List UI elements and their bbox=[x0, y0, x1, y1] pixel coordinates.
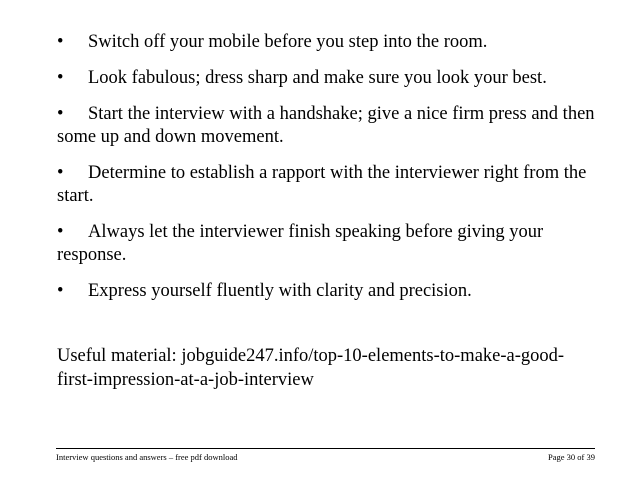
page-number: Page 30 of 39 bbox=[548, 452, 595, 462]
page-footer bbox=[56, 452, 595, 462]
tip-text: Determine to establish a rapport with the interviewer right from the start. bbox=[57, 163, 587, 206]
list-item bbox=[57, 162, 597, 208]
useful-material bbox=[57, 344, 597, 392]
bullet-icon: • bbox=[57, 68, 64, 88]
bullet-icon: • bbox=[57, 32, 64, 52]
footer-divider bbox=[56, 448, 595, 449]
list-item bbox=[57, 67, 597, 90]
page-content bbox=[57, 31, 597, 392]
tip-text: Switch off your mobile before you step into the room. bbox=[88, 32, 488, 52]
bullet-icon: • bbox=[57, 104, 64, 124]
bullet-icon: • bbox=[57, 163, 64, 183]
list-item bbox=[57, 280, 597, 303]
tip-text: Express yourself fluently with clarity and precision. bbox=[88, 281, 472, 301]
footer-title: Interview questions and answers – free pdf download bbox=[56, 452, 238, 462]
list-item bbox=[57, 103, 597, 149]
useful-material-label: Useful material: bbox=[57, 346, 177, 366]
list-item bbox=[57, 31, 597, 54]
tip-text: Always let the interviewer finish speaking before giving your response. bbox=[57, 222, 544, 265]
list-item bbox=[57, 221, 597, 267]
bullet-icon: • bbox=[57, 222, 64, 242]
tips-list bbox=[57, 31, 597, 303]
tip-text: Start the interview with a handshake; give a nice firm press and then some up and down movement. bbox=[57, 104, 595, 147]
useful-material-link[interactable]: jobguide247.info/top-10-elements-to-make-a-good-first-impression-at-a-job-interview bbox=[57, 346, 565, 390]
tip-text: Look fabulous; dress sharp and make sure you look your best. bbox=[88, 68, 547, 88]
bullet-icon: • bbox=[57, 281, 64, 301]
